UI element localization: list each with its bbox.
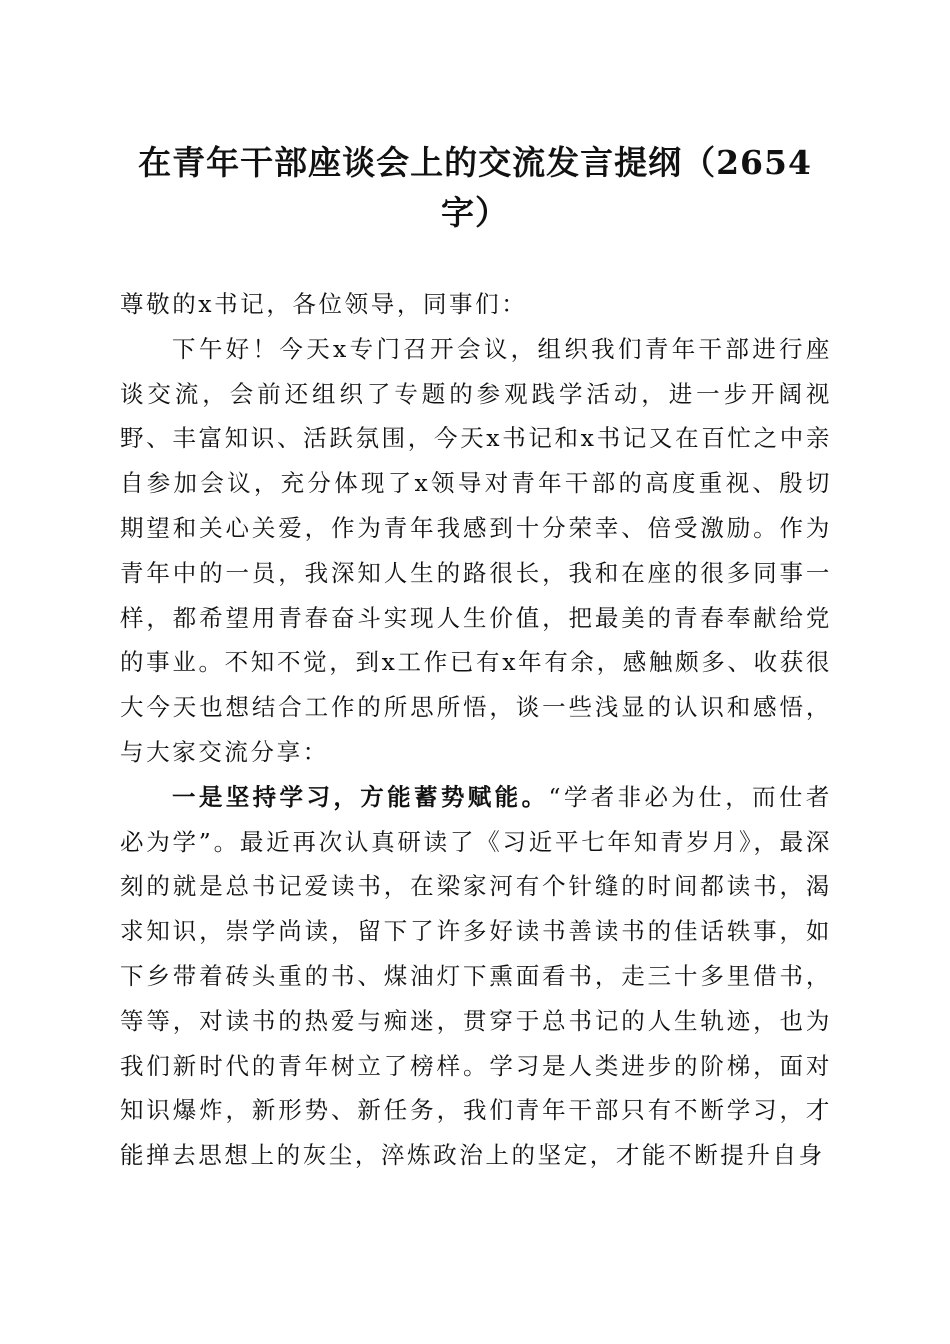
salutation: 尊敬的x书记，各位领导，同事们： xyxy=(120,290,528,318)
paragraph-text: “学者非必为仕，而仕者必为学”。最近再次认真研读了《习近平七年知青岁月》，最深刻的就是总书记爱读书，在梁家河有个针缝的时间都读书，渴求知识，崇学尚读，留下了许多好读书善读书的佳话轶事，如下乡带着砖头重的书、煤油灯下熏面看书，走三十多里借书，等等，对读书的热爱与痴迷，贯穿于总书记的人生轨迹，也为我们新时代的青年树立了榜样。学习是人类进步的阶梯，面对知识爆炸，新形势、新任务，我们青年干部只有不断学习，才能掸去思想上的灰尘，淬炼政治上的坚定，才能不断提升自身 xyxy=(120,782,832,1170)
paragraph-point-one xyxy=(120,775,832,1178)
document-body xyxy=(120,282,832,1178)
paragraph-opening xyxy=(120,327,832,775)
document-title: 在青年干部座谈会上的交流发言提纲（2654字） xyxy=(138,143,812,232)
paragraph-lead-heading: 一是坚持学习，方能蓄势赋能。 xyxy=(172,782,549,811)
paragraph-text: 下午好！今天x专门召开会议，组织我们青年干部进行座谈交流，会前还组织了专题的参观践学活动，进一步开阔视野、丰富知识、活跃氛围，今天x书记和x书记又在百忙之中亲自参加会议，充分体现了x领导对青年干部的高度重视、殷切期望和关心关爱，作为青年我感到十分荣幸、倍受激励。作为青年中的一员，我深知人生的路很长，我和在座的很多同事一样，都希望用青春奋斗实现人生价值，把最美的青春奉献给党的事业。不知不觉，到x工作已有x年有余，感触颇多、收获很大今天也想结合工作的所思所悟，谈一些浅显的认识和感悟，与大家交流分享： xyxy=(120,334,832,766)
